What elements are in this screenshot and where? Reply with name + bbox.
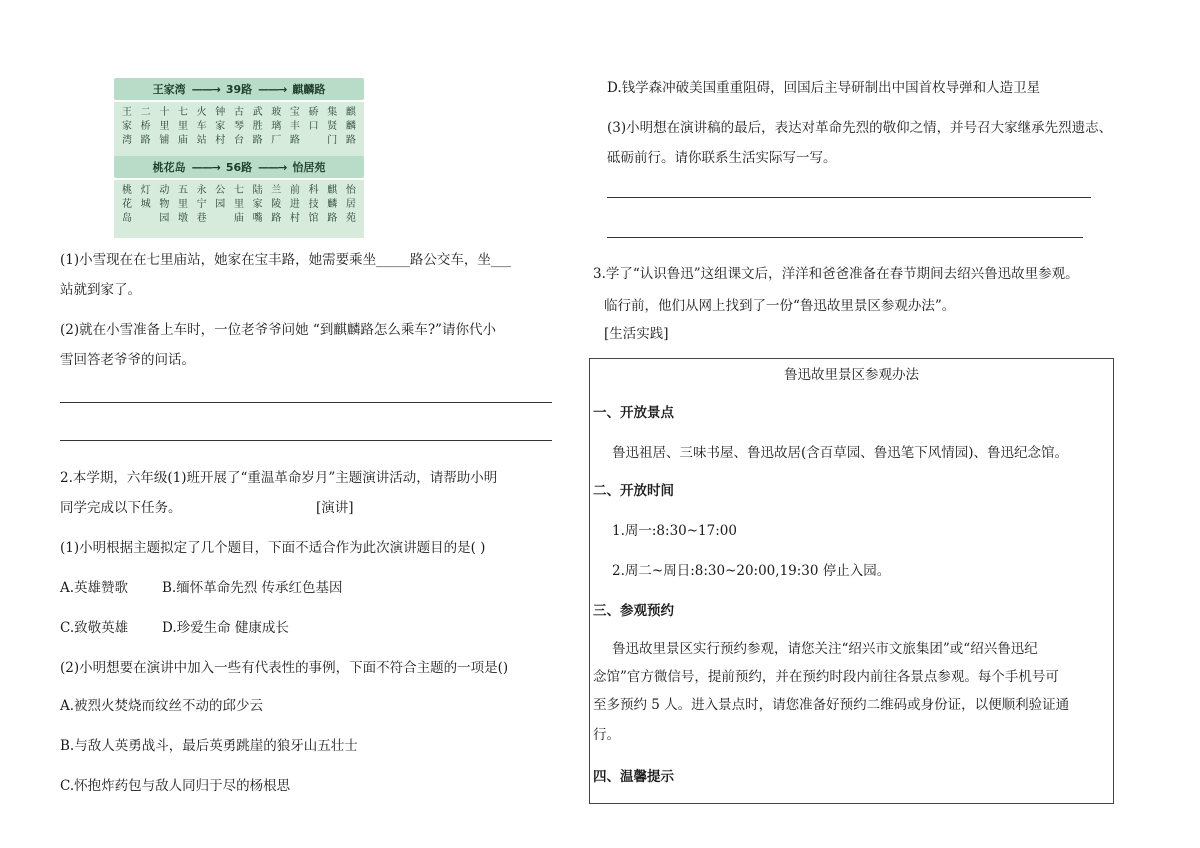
guide-time-2: 2.周二~周日:8:30~20:00,19:30 停止入园。 [612,563,891,579]
route-39-header [114,78,364,100]
route-56-header [114,156,364,178]
guide-time-1: 1.周一:8:30~17:00 [612,523,737,539]
station-name: 七里庙 [233,185,244,224]
station-name: 玻璃厂 [271,107,282,146]
station-name: 永宁巷 [196,185,207,224]
question-2-3-line1: (3)小明想在演讲稿的最后，表达对革命先烈的敬仰之情，并号召大家继承先烈遗志、 [607,120,1113,136]
guide-spots: 鲁迅祖居、三味书屋、鲁迅故居(含百草园、鲁迅笔下风情园)、鲁迅纪念馆。 [612,445,1069,461]
route-39-number: 39路 [225,83,253,96]
station-name: 动物园 [159,185,170,224]
guide-booking-line4: 行。 [593,727,620,743]
route-39-from: 王家湾 [152,83,186,96]
station-name: 硚口 [308,107,319,132]
route-39-to: 麒麟路 [292,83,326,96]
option-2-1-b: B.缅怀革命先烈 传承红色基因 [162,580,343,596]
station-name: 麒麟路 [345,107,356,146]
answer-line[interactable] [60,402,552,403]
bus-route-image [84,70,398,228]
visit-guide-box [589,358,1114,804]
guide-booking-line3: 至多预约 5 人。进入景点时，请您准备好预约二维码或身份证，以便顺利验证通 [593,697,1070,713]
section-3-line1: 3.学了“认识鲁迅”这组课文后，洋洋和爸爸准备在春节期间去绍兴鲁迅故里参观。 [593,266,1079,282]
question-2-line2: 雪回答老爷爷的问话。 [60,352,195,368]
arrow-icon: ——→ [258,160,287,174]
answer-line[interactable] [60,440,552,441]
section-2-line1: 2.本学期，六年级(1)班开展了“重温革命岁月”主题演讲活动，请帮助小明 [60,470,498,486]
route-56-number: 56路 [225,161,253,174]
answer-line[interactable] [607,237,1083,238]
route-56-from: 桃花岛 [152,161,186,174]
guide-heading-2: 二、开放时间 [593,483,674,499]
question-2-2: (2)小明想要在演讲中加入一些有代表性的事例，下面不符合主题的一项是() [60,660,509,676]
station-name: 前进村 [289,185,300,224]
station-name: 火车站 [196,107,207,146]
station-name: 公园 [215,185,226,210]
question-2-line1: (2)就在小雪准备上车时，一位老爷爷问她 “到麒麟路怎么乘车?”请你代小 [60,322,496,338]
arrow-icon: ——→ [191,82,220,96]
question-2-3-line2: 砥砺前行。请你联系生活实际写一写。 [607,150,837,166]
option-2-2-d: D.钱学森冲破美国重重阻碍，回国后主导研制出中国首枚导弹和人造卫星 [607,80,1041,96]
section-2-tag: [演讲] [316,500,354,516]
station-name: 王家湾 [122,107,132,146]
guide-title: 鲁迅故里景区参观办法 [784,367,919,383]
option-2-2-c: C.怀抱炸药包与敌人同归于尽的杨根思 [60,778,291,794]
guide-heading-4: 四、温馨提示 [593,769,674,785]
option-2-2-b: B.与敌人英勇战斗，最后英勇跳崖的狼牙山五壮士 [60,738,358,754]
station-name: 灯城 [140,185,151,210]
option-2-1-c: C.致敬英雄 [60,620,129,636]
question-1-line2: 站就到家了。 [60,282,141,298]
station-name: 科技馆 [308,185,319,224]
section-3-line2: 临行前，他们从网上找到了一份“鲁迅故里景区参观办法”。 [604,298,956,314]
option-2-1-a: A.英雄赞歌 [60,580,129,596]
section-3-tag: [生活实践] [604,326,669,342]
station-name: 七里庙 [177,107,188,146]
station-name: 怡居苑 [345,185,356,224]
guide-booking-line1: 鲁迅故里景区实行预约参观，请您关注“绍兴市文旅集团”或“绍兴鲁迅纪 [612,641,1038,657]
route-56-stations [114,180,364,238]
station-name: 二桥路 [140,107,151,146]
station-name: 兰陵路 [271,185,282,224]
arrow-icon: ——→ [258,82,287,96]
station-name: 陆家嘴 [252,185,263,224]
station-name: 古琴台 [233,107,244,146]
route-56-to: 怡居苑 [292,161,326,174]
station-name: 武胜路 [252,107,263,146]
guide-heading-1: 一、开放景点 [593,405,674,421]
station-name: 十里铺 [159,107,170,146]
option-2-2-a: A.被烈火焚烧而纹丝不动的邱少云 [60,698,264,714]
station-name: 钟家村 [215,107,226,146]
option-2-1-d: D.珍爱生命 健康成长 [162,620,289,636]
station-name: 桃花岛 [122,185,132,224]
station-name: 麒麟路 [327,185,338,224]
station-name: 五里墩 [177,185,188,224]
question-2-1: (1)小明根据主题拟定了几个题目，下面不适合作为此次演讲题目的是( ) [60,540,486,556]
station-name: 宝丰路 [289,107,300,146]
guide-booking-line2: 念馆”官方微信号，提前预约，并在预约时段内前往各景点参观。每个手机号可 [593,669,1059,685]
guide-heading-3: 三、参观预约 [593,603,674,619]
station-name: 集贤门 [327,107,338,146]
section-2-line2: 同学完成以下任务。 [60,500,182,516]
answer-line[interactable] [607,197,1091,198]
question-1-line1: (1)小雪现在在七里庙站，她家在宝丰路，她需要乘坐_____路公交车，坐___ [60,252,512,268]
arrow-icon: ——→ [191,160,220,174]
route-39-stations [114,102,364,160]
